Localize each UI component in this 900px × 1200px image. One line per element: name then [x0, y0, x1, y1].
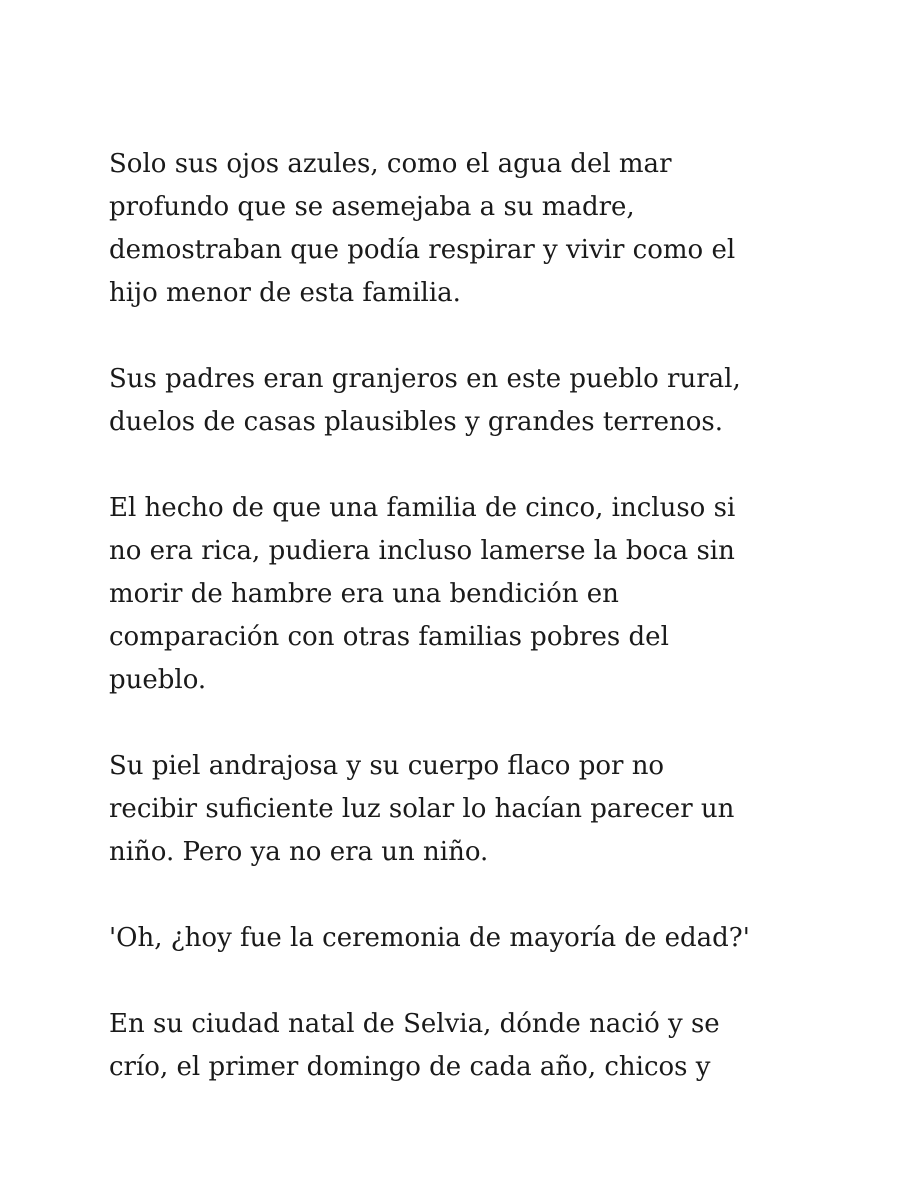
- paragraph-2: [109, 358, 809, 444]
- text-line: pueblo.: [109, 665, 207, 695]
- text-line: Su piel andrajosa y su cuerpo flaco por no: [109, 751, 665, 781]
- text-line: En su ciudad natal de Selvia, dónde nació y se: [109, 1009, 720, 1039]
- document-body: [109, 143, 809, 1132]
- text-line: duelos de casas plausibles y grandes terrenos.: [109, 407, 723, 437]
- text-line: morir de hambre era una bendición en: [109, 579, 619, 609]
- paragraph-5: [109, 917, 809, 960]
- text-line: demostraban que podía respirar y vivir como el: [109, 235, 736, 265]
- text-line: Solo sus ojos azules, como el agua del mar: [109, 149, 672, 179]
- text-line: El hecho de que una familia de cinco, incluso si: [109, 493, 736, 523]
- text-line: hijo menor de esta familia.: [109, 278, 461, 308]
- paragraph-1: [109, 143, 809, 315]
- paragraph-3: [109, 487, 809, 702]
- text-line: Sus padres eran granjeros en este pueblo rural,: [109, 364, 741, 394]
- paragraph-4: [109, 745, 809, 874]
- paragraph-6: [109, 1003, 809, 1089]
- text-line: niño. Pero ya no era un niño.: [109, 837, 489, 867]
- text-line: recibir suficiente luz solar lo hacían parecer un: [109, 794, 735, 824]
- text-line: no era rica, pudiera incluso lamerse la boca sin: [109, 536, 735, 566]
- text-line: profundo que se asemejaba a su madre,: [109, 192, 635, 222]
- text-line: 'Oh, ¿hoy fue la ceremonia de mayoría de edad?': [109, 923, 750, 953]
- text-line: crío, el primer domingo de cada año, chicos y: [109, 1052, 711, 1082]
- text-line: comparación con otras familias pobres del: [109, 622, 669, 652]
